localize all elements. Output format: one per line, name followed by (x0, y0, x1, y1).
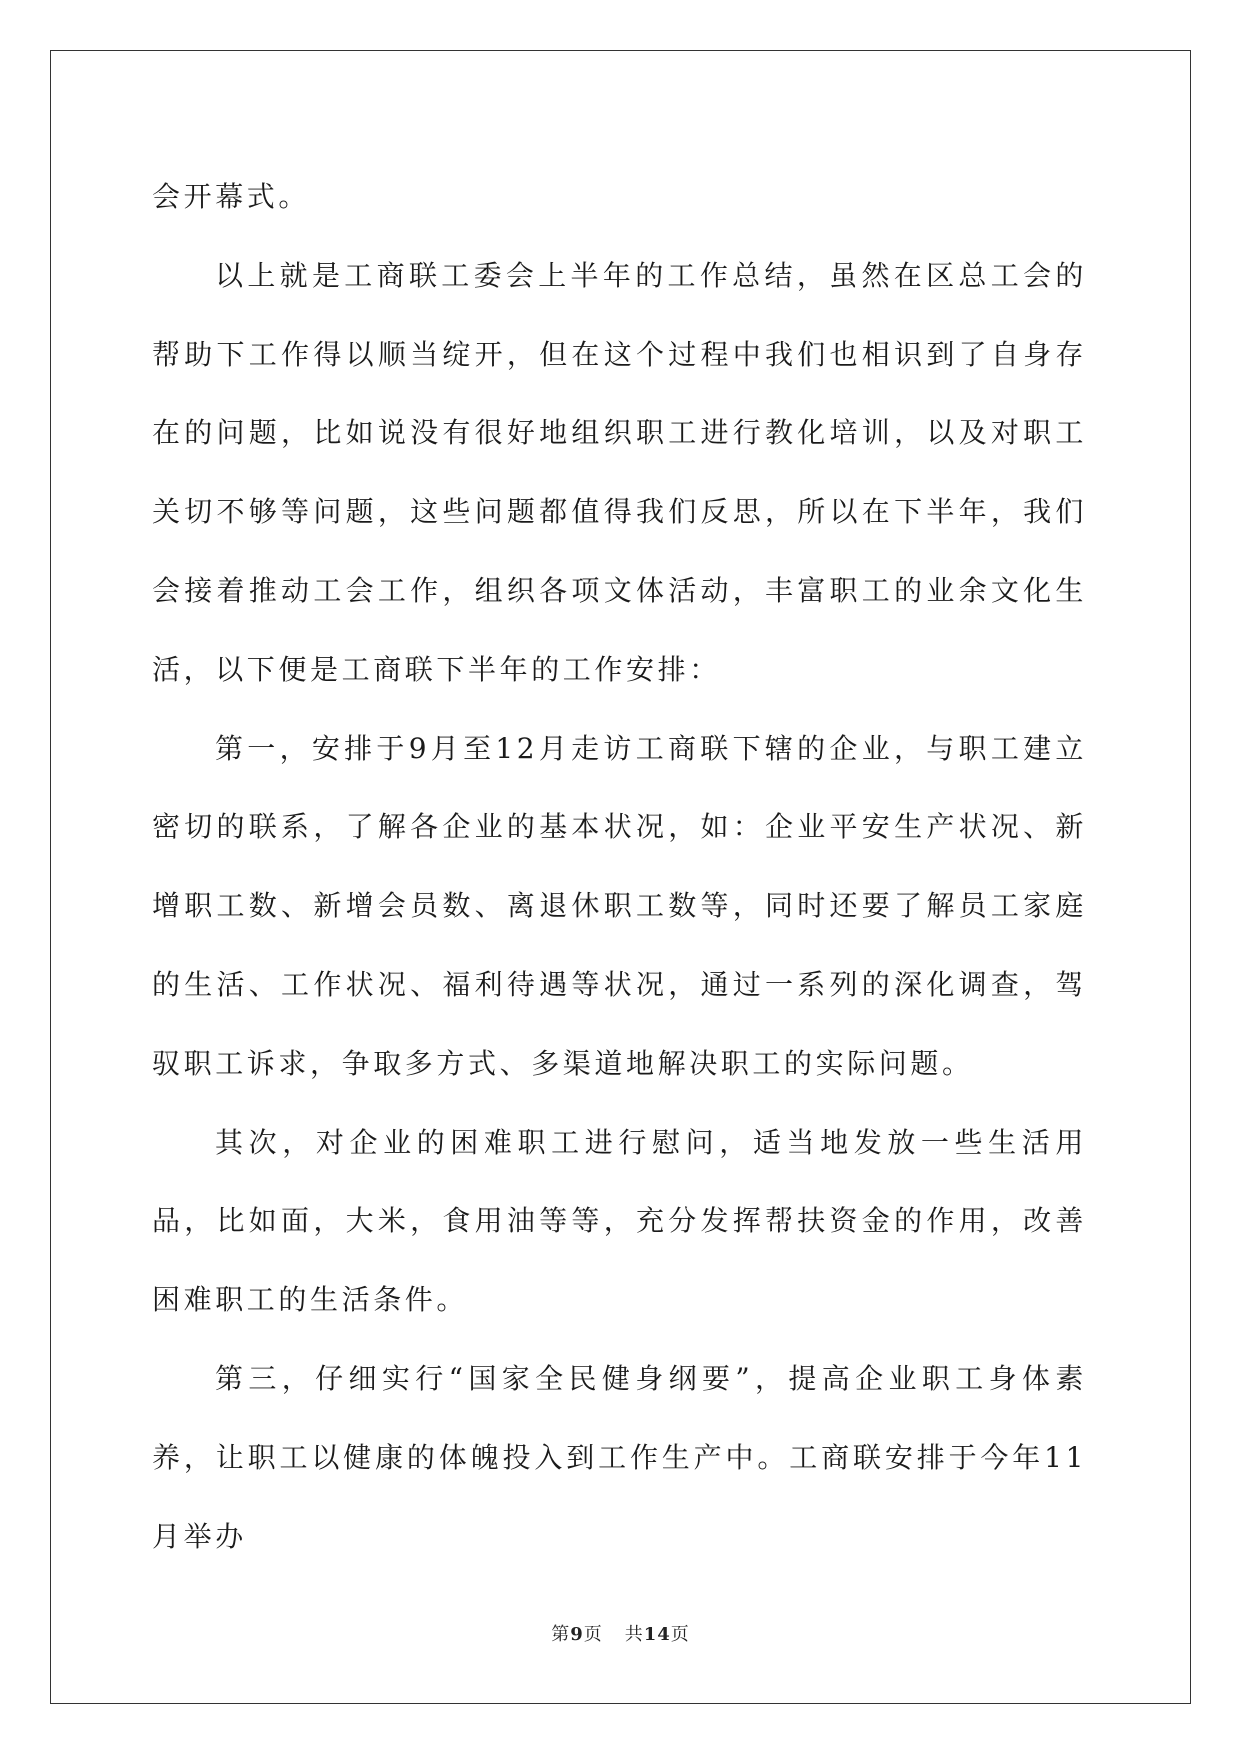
paragraph-4: 其次，对企业的困难职工进行慰问，适当地发放一些生活用品，比如面，大米，食用油等等，充分发挥帮扶资金的作用，改善困难职工的生活条件。 (152, 1125, 1087, 1317)
total-pages: 14 (643, 1624, 671, 1645)
paragraph-1: 会开幕式。 (152, 180, 311, 213)
paragraph-2: 以上就是工商联工委会上半年的工作总结，虽然在区总工会的帮助下工作得以顺当绽开，但在这个过程中我们也相识到了自身存在的问题，比如说没有很好地组织职工进行教化培训，以及对职工关切不够等问题，这些问题都值得我们反思，所以在下半年，我们会接着推动工会工作，组织各项文体活动，丰富职工的业余文化生活，以下便是工商联下半年的工作安排： (152, 258, 1087, 686)
paragraph-3: 第一，安排于9月至12月走访工商联下辖的企业，与职工建立密切的联系，了解各企业的基本状况，如：企业平安生产状况、新增职工数、新增会员数、离退休职工数等，同时还要了解员工家庭的生活、工作状况、福利待遇等状况，通过一系列的深化调查，驾驭职工诉求，争取多方式、多渠道地解决职工的实际问题。 (152, 731, 1087, 1080)
paragraph-5: 第三，仔细实行“国家全民健身纲要”，提高企业职工身体素养，让职工以健康的体魄投入到工作生产中。工商联安排于今年11月举办 (152, 1361, 1087, 1553)
page-prefix: 第 (551, 1624, 571, 1645)
page-suffix: 页 (583, 1624, 603, 1645)
page-number: 9 (570, 1624, 584, 1645)
total-prefix: 共 (624, 1624, 644, 1645)
page-footer (0, 1620, 1241, 1646)
total-suffix: 页 (670, 1624, 690, 1645)
document-body (152, 158, 1087, 1576)
